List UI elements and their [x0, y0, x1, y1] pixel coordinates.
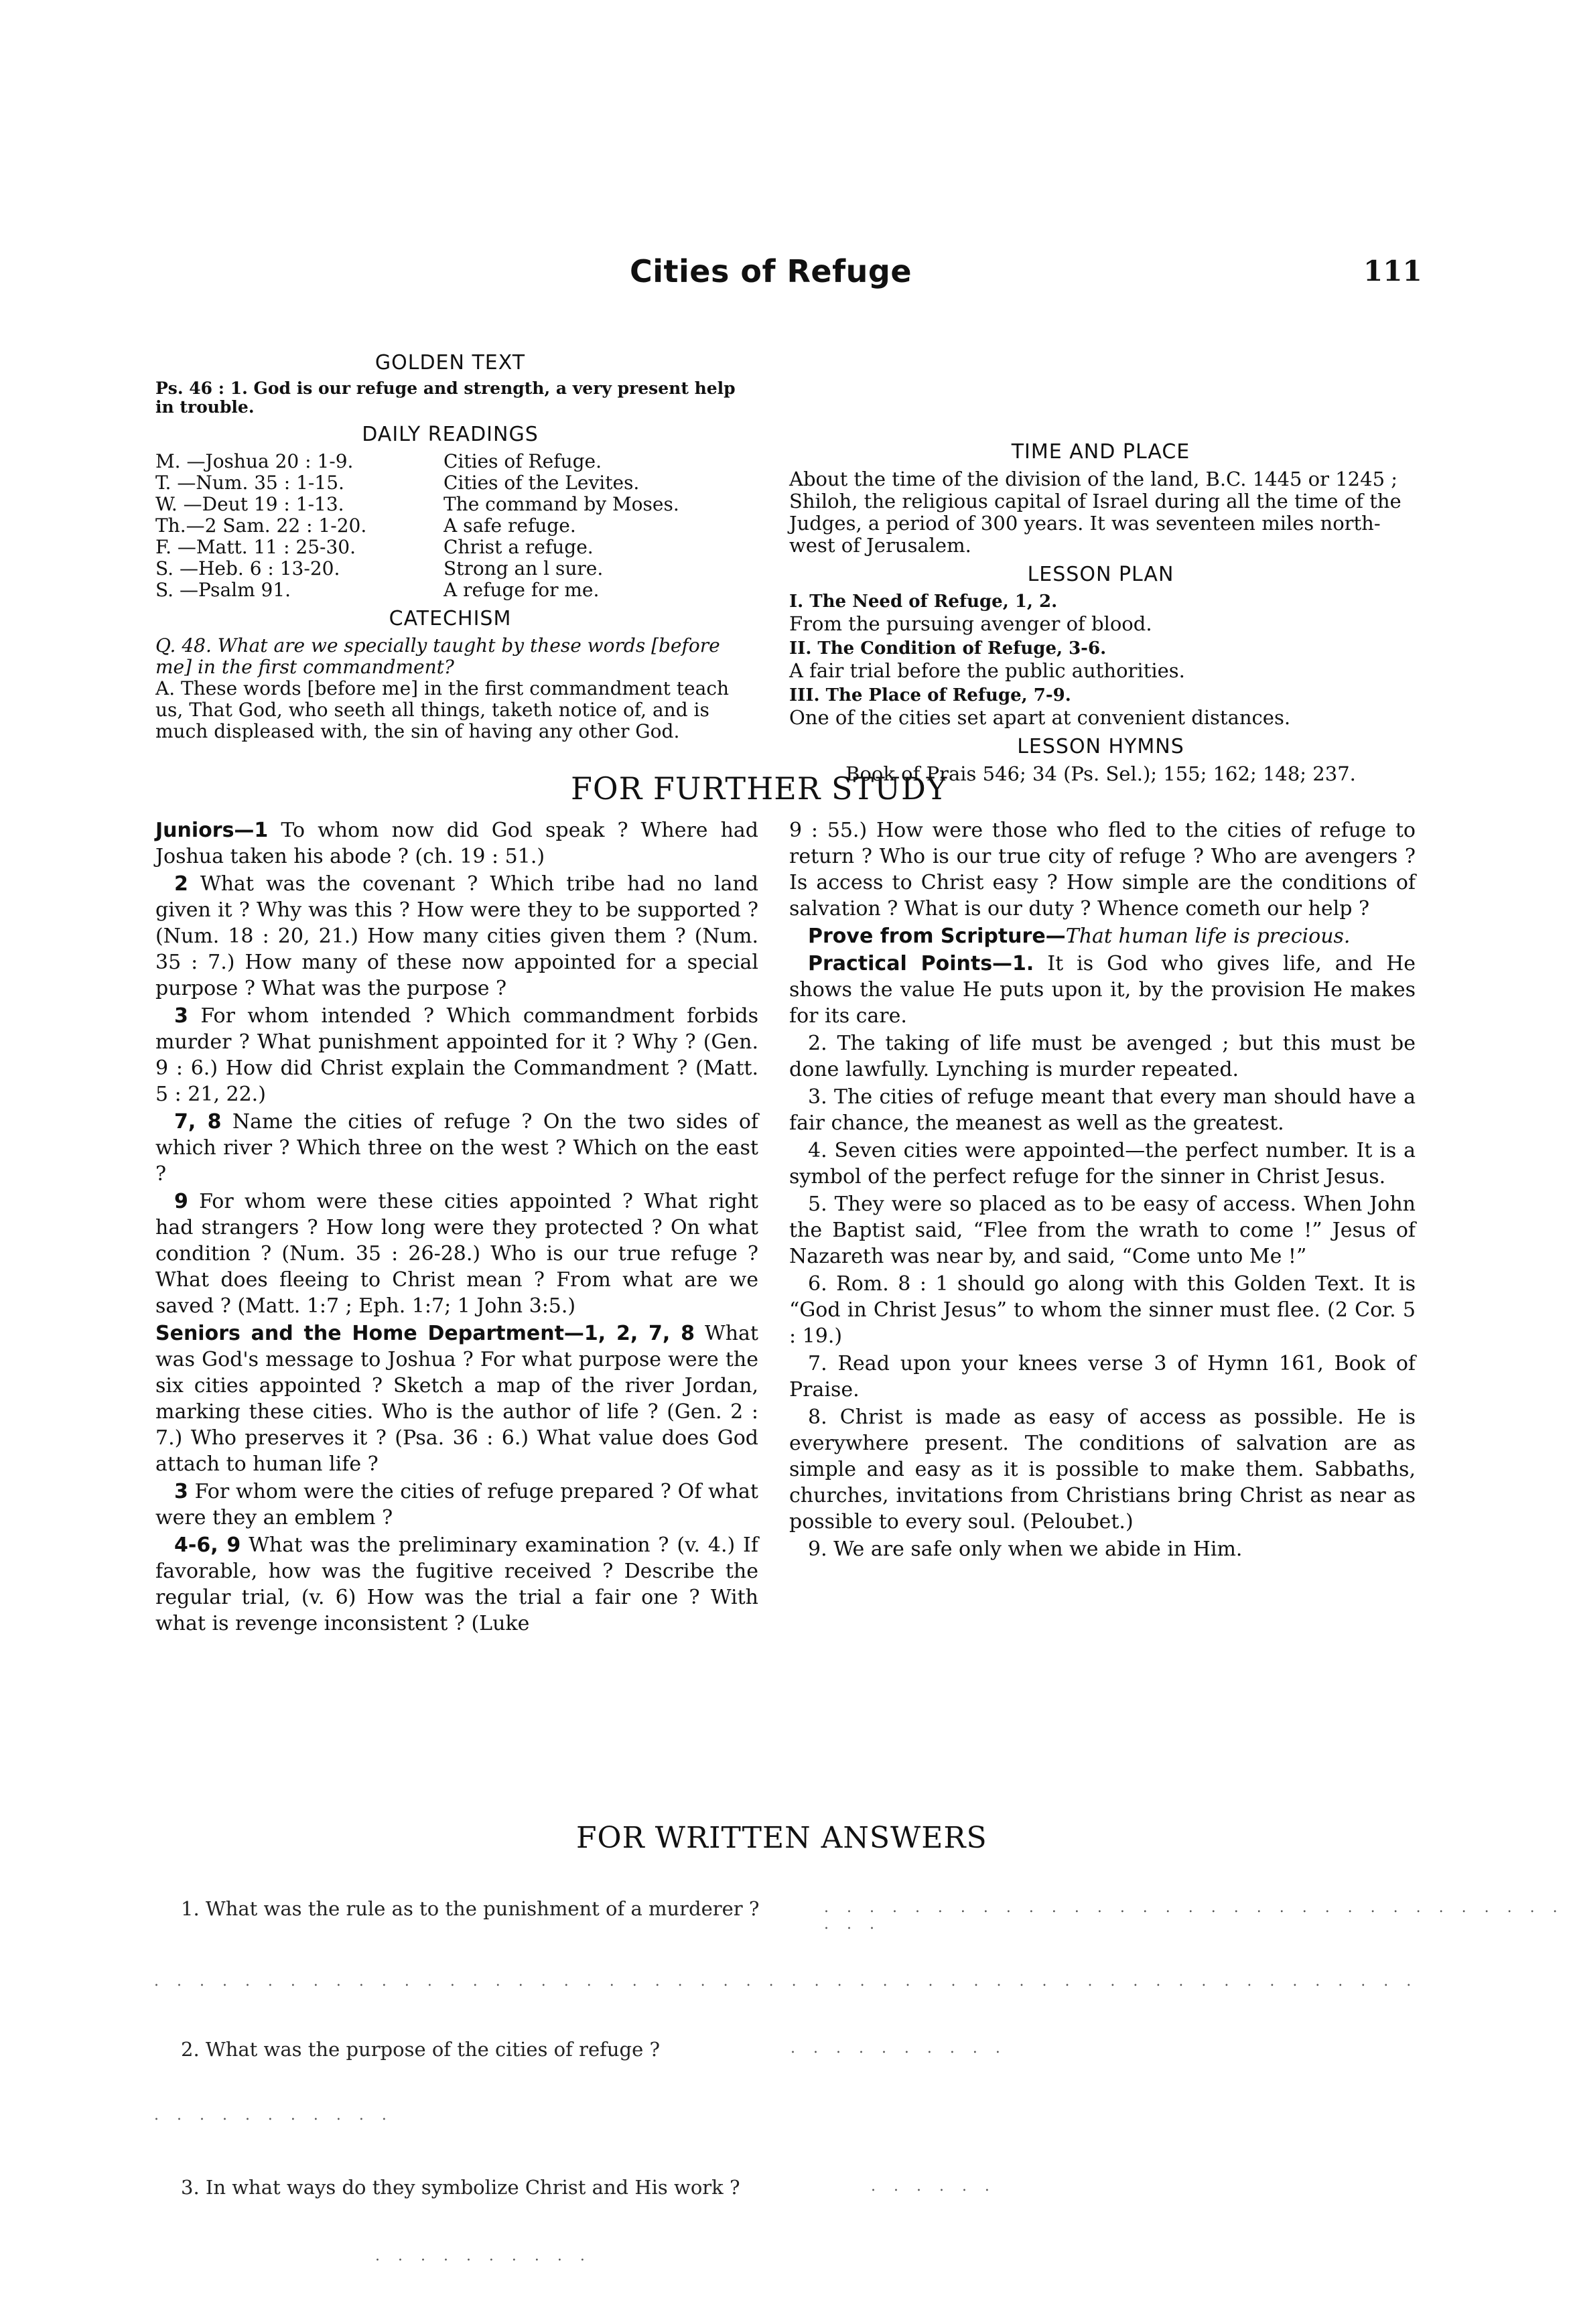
catechism-answer: A. These words [before me] in the first commandment teach us, That God, who seeth all things, taketh notice of, and is much displeased with, the sin of having any other God.	[155, 677, 730, 742]
study-paragraph	[155, 1109, 758, 1187]
daily-readings-list	[155, 451, 745, 601]
reading-ref: T. —Num. 35 : 1-15.	[155, 472, 344, 494]
catechism	[155, 635, 745, 742]
answer-line[interactable]: . . . . . . . . . . . . . . . . . . . . . . . . . . . . . . . . . . . .	[824, 1899, 1564, 1933]
lesson-plan-title: II. The Condition of Refuge, 3-6.	[789, 638, 1107, 659]
lesson-plan-title: III. The Place of Refuge, 7-9.	[789, 685, 1071, 705]
study-lead: 3	[174, 1480, 188, 1503]
answer-line[interactable]: . . . . . .	[871, 2178, 996, 2195]
study-paragraph	[155, 1188, 758, 1319]
time-place-text: About the time of the division of the land, B.C. 1445 or 1245 ; Shiloh, the religious capital of Israel during all the time of the Judges, a period of 300 years. It was seventeen miles north-west of Jerusalem.	[789, 468, 1402, 557]
study-paragraph	[155, 817, 758, 870]
daily-readings-heading: DAILY READINGS	[362, 423, 539, 446]
practical-point: 3. The cities of refuge meant that every man should have a fair chance, the meanest as well as the greatest.	[789, 1085, 1416, 1135]
study-lead: 7, 8	[174, 1110, 222, 1134]
answer-line[interactable]: . . . . . . . . . . .	[154, 2107, 393, 2124]
lesson-hymns-text: Book of Prais 546; 34 (Ps. Sel.); 155; 162; 148; 237.	[845, 762, 1356, 785]
written-answers-heading: FOR WRITTEN ANSWERS	[576, 1821, 987, 1855]
practical-point: 9. We are safe only when we abide in Him.	[808, 1537, 1243, 1561]
study-text: Name the cities of refuge ? On the two sides of which river ? Which three on the west ? Which on the east ?	[155, 1110, 759, 1186]
reading-ref: F. —Matt. 11 : 25-30.	[155, 536, 356, 558]
practical-point: 7. Read upon your knees verse 3 of Hymn 161, Book of Praise.	[789, 1352, 1416, 1402]
written-question: 2. What was the purpose of the cities of refuge ?	[181, 2038, 661, 2061]
study-text: For whom intended ? Which commandment forbids murder ? What punishment appointed for it ? Why ? (Gen. 9 : 6.) How did Christ explain the Commandment ? (Matt. 5 : 21, 22.)	[155, 1004, 758, 1106]
reading-desc: Cities of the Levites.	[443, 472, 640, 494]
study-paragraph: 9 : 55.) How were those who fled to the cities of refuge to return ? Who is our true city of refuge ? Who are avengers ? Is access to Christ easy ? How simple are the conditions of salvation ? What is our duty ? Whence cometh our help ?	[789, 819, 1416, 920]
practical-paragraph	[789, 951, 1416, 1029]
lesson-plan-item	[789, 638, 1412, 682]
study-lead: Seniors and the Home Department—1, 2, 7, 8	[155, 1322, 695, 1345]
study-text: What was the preliminary examination ? (v. 4.) If favorable, how was the fugitive received ? Describe the regular trial, (v. 6) How was the trial a fair one ? With what is revenge inconsistent ? (Luke	[155, 1533, 758, 1635]
practical-point: 6. Rom. 8 : 1 should go along with this Golden Text. It is “God in Christ Jesus” to whom the sinner must flee. (2 Cor. 5 : 19.)	[789, 1272, 1416, 1348]
study-paragraph	[155, 1479, 758, 1531]
practical-lead: Practical Points—1.	[808, 952, 1034, 975]
reading-desc: A safe refuge.	[443, 515, 576, 537]
lesson-plan-desc: From the pursuing avenger of blood.	[789, 612, 1152, 635]
reading-ref: Th.—2 Sam. 22 : 1-20.	[155, 515, 367, 537]
reading-desc: Strong an l sure.	[443, 557, 604, 579]
practical-text: It is God who gives life, and He shows the value He puts upon it, by the provision He makes for its care.	[789, 952, 1416, 1028]
lesson-hymns-heading: LESSON HYMNS	[1017, 735, 1184, 758]
practical-point: 4. Seven cities were appointed—the perfect number. It is a symbol of the perfect refuge for the sinner in Christ Jesus.	[789, 1139, 1416, 1188]
study-text: For whom were these cities appointed ? What right had strangers ? How long were they protected ? On what condition ? (Num. 35 : 26-28.) Who is our true refuge ? What does fleeing to Christ mean ? From what are we saved ? (Matt. 1:7 ; Eph. 1:7; 1 John 3:5.)	[155, 1190, 758, 1318]
lesson-info-left	[155, 345, 745, 742]
further-study-heading: FOR FURTHER STUDY	[571, 770, 948, 807]
study-text: For whom were the cities of refuge prepared ? Of what were they an emblem ?	[155, 1480, 758, 1529]
further-study-left-column	[155, 817, 758, 1638]
study-paragraph	[155, 871, 758, 1002]
lesson-plan-item	[789, 685, 1412, 729]
practical-point: 2. The taking of life must be avenged ; but this must be done lawfully. Lynching is murder repeated.	[789, 1032, 1416, 1081]
lesson-plan-desc: One of the cities set apart at convenient distances.	[789, 706, 1291, 729]
study-lead: 2	[174, 872, 188, 896]
study-lead: 4-6, 9	[174, 1533, 241, 1557]
lesson-plan-heading: LESSON PLAN	[1027, 563, 1174, 586]
reading-ref: S. —Psalm 91.	[155, 579, 291, 601]
prove-paragraph	[789, 923, 1416, 949]
practical-point: 8. Christ is made as easy of access as possible. He is everywhere present. The conditions of salvation are as simple and easy as it is possible to make them. Sabbaths, churches, invitations from Christians bring Christ as near as possible to every soul. (Peloubet.)	[789, 1406, 1416, 1533]
reading-ref: W. —Deut 19 : 1-13.	[155, 493, 344, 515]
prove-text: That human life is precious.	[1065, 925, 1351, 948]
catechism-heading: CATECHISM	[389, 607, 512, 630]
lesson-plan-desc: A fair trial before the public authorities.	[789, 659, 1185, 682]
reading-desc: The command by Moses.	[443, 493, 679, 515]
study-text: What was the covenant ? Which tribe had no land given it ? Why was this ? How were they to be supported ? (Num. 18 : 20, 21.) How many cities given them ? (Num. 35 : 7.) How many of these now appointed for a special purpose ? What was the purpose ?	[155, 872, 758, 1000]
study-lead: 3	[174, 1004, 188, 1028]
reading-ref: S. —Heb. 6 : 13-20.	[155, 557, 340, 579]
reading-ref: M. —Joshua 20 : 1-9.	[155, 450, 354, 472]
study-text: What was God's message to Joshua ? For what purpose were the six cities appointed ? Sketch a map of the river Jordan, marking these cities. Who is the author of life ? (Gen. 2 : 7.) Who preserves it ? (Psa. 36 : 6.) What value does God attach to human life ?	[155, 1322, 758, 1476]
lesson-plan-title: I. The Need of Refuge, 1, 2.	[789, 592, 1058, 612]
practical-point: 5. They were so placed as to be easy of access. When John the Baptist said, “Flee from the wrath to come !” Jesus of Nazareth was near by, and said, “Come unto Me !”	[789, 1192, 1416, 1268]
written-question: 1. What was the rule as to the punishment of a murderer ?	[181, 1897, 760, 1920]
lesson-plan-item	[789, 591, 1412, 635]
study-lead: 9	[174, 1190, 188, 1213]
study-text: To whom now did God speak ? Where had Joshua taken his abode ? (ch. 19 : 51.)	[155, 819, 758, 868]
lesson-info-right	[789, 334, 1412, 785]
prove-lead: Prove from Scripture—	[808, 925, 1066, 948]
further-study-right-column	[789, 817, 1416, 1564]
answer-line[interactable]: . . . . . . . . . . . . . . . . . . . . . . . . . . . . . . . . . . . . . . . . . . . . . . . . . . . . . . . .	[154, 1973, 1418, 1990]
golden-text: Ps. 46 : 1. God is our refuge and strength, a very present help in trouble.	[155, 379, 736, 417]
answer-line[interactable]: . . . . . . . . . .	[375, 2248, 592, 2264]
study-paragraph	[155, 1003, 758, 1107]
page-number: 111	[1363, 255, 1422, 287]
time-place-heading: TIME AND PLACE	[1011, 440, 1190, 464]
written-question: 3. In what ways do they symbolize Christ and His work ?	[181, 2176, 740, 2199]
study-paragraph	[155, 1532, 758, 1637]
answer-line[interactable]: . . . . . . . . . .	[791, 2040, 1007, 2057]
study-lead: Juniors—1	[155, 819, 269, 842]
reading-desc: Cities of Refuge.	[443, 450, 602, 472]
catechism-question: Q. 48. What are we specially taught by these words [before me] in the first commandment?	[155, 634, 720, 678]
reading-desc: A refuge for me.	[443, 579, 600, 601]
reading-desc: Christ a refuge.	[443, 536, 594, 558]
page-title: Cities of Refuge	[630, 253, 912, 289]
study-paragraph	[155, 1320, 758, 1477]
golden-text-heading: GOLDEN TEXT	[374, 351, 526, 374]
